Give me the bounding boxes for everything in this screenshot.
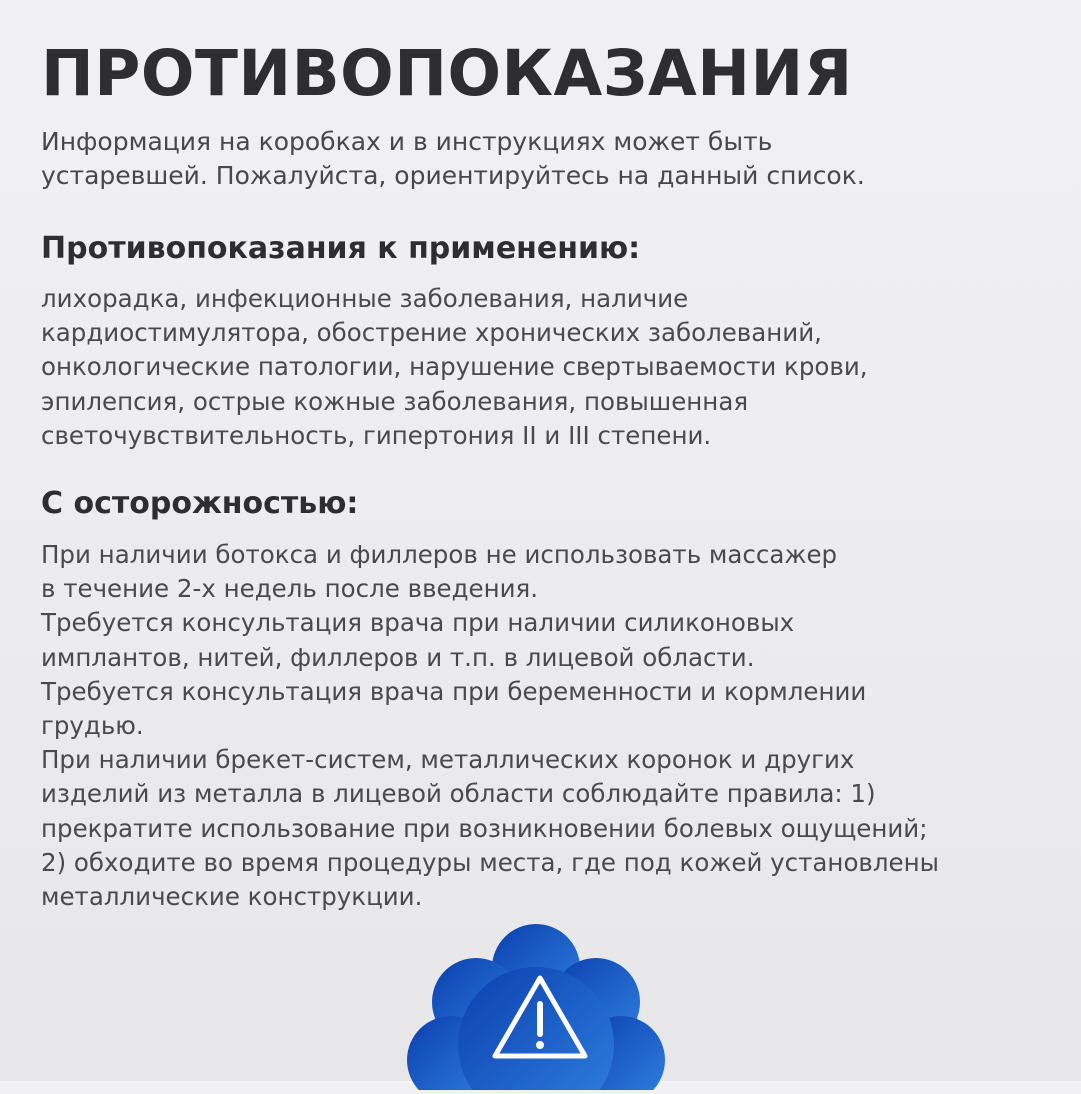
caution-line: грудью. [41,711,144,741]
warning-icon [395,910,695,1090]
page-title: ПРОТИВОПОКАЗАНИЯ [41,37,853,110]
contraindications-line: кардиостимулятора, обострение хронических заболеваний, [41,318,822,348]
caution-line: металлические конструкции. [41,882,423,912]
intro-line: устаревшей. Пожалуйста, ориентируйтесь на данный список. [41,161,865,190]
contraindications-line: светочувствительность, гипертония II и III степени. [41,420,712,450]
contraindications-text [41,282,868,453]
caution-line: Требуется консультация врача при наличии силиконовых [41,608,795,638]
caution-line: 2) обходите во время процедуры места, где под кожей установлены [41,847,939,877]
caution-heading: С осторожностью: [41,486,359,521]
caution-line: При наличии ботокса и филлеров не использовать массажер [41,540,838,569]
contraindications-heading: Противопоказания к применению: [41,231,641,266]
contraindications-line: эпилепсия, острые кожные заболевания, повышенная [41,386,749,416]
caution-line: в течение 2-х недель после введения. [41,574,539,604]
intro-line: Информация на коробках и в инструкциях может быть [41,127,773,156]
caution-line: изделий из металла в лицевой области соблюдайте правила: 1) [41,779,876,809]
caution-line: имплантов, нитей, филлеров и т.п. в лицевой области. [41,642,755,672]
caution-line: Требуется консультация врача при беременности и кормлении [41,676,867,706]
caution-text [41,538,939,914]
contraindications-line: онкологические патологии, нарушение свертываемости крови, [41,352,868,382]
warning-badge [395,910,695,1090]
caution-line: При наличии брекет-систем, металлических коронок и других [41,745,855,775]
intro-text [41,125,865,193]
contraindications-line: лихорадка, инфекционные заболевания, наличие [41,284,689,313]
caution-line: прекратите использование при возникновении болевых ощущений; [41,813,928,843]
flower-badge-shape [407,924,665,1090]
